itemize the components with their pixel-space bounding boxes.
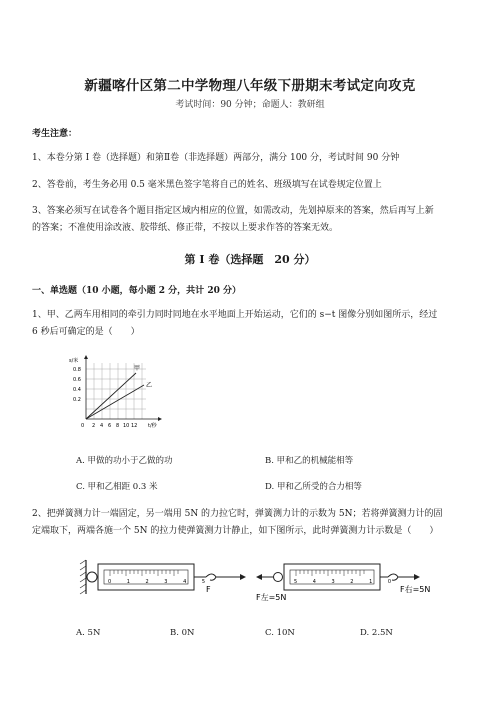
x-tick: 8: [116, 423, 120, 429]
q1-option-c[interactable]: C. 甲和乙相距 0.3 米: [76, 482, 158, 492]
label-right-force: F右=5N: [400, 585, 431, 594]
q1-option-a[interactable]: A. 甲做的功小于乙做的功: [76, 456, 173, 466]
q1-option-b[interactable]: B. 甲和乙的机械能相等: [265, 456, 354, 466]
notice-item-2: 2、答卷前，考生务必用 0.5 毫米黑色签字笔将自己的姓名、班级填写在试卷规定位置上: [32, 180, 382, 190]
q2-line-2: 定端取下，两端各施一个 5N 的拉力使弹簧测力计静止，如下图所示，此时弹簧测力计示数是（ ）: [32, 526, 439, 536]
y-tick: 0.4: [73, 387, 81, 393]
x-tick: 4: [100, 423, 104, 429]
part1-heading: 一、单选题（10 小题，每小题 2 分，共计 20 分）: [32, 286, 241, 296]
x-axis-label: t/秒: [148, 423, 157, 429]
q2-option-b[interactable]: B. 0N: [170, 628, 195, 638]
q1-line-2: 6 秒后可确定的是（ ）: [32, 327, 140, 337]
line-jia: [86, 373, 136, 419]
q2-line-1: 2、把弹簧测力计一端固定，另一端用 5N 的力拉它时，弹簧测力计的示数为 5N；若将弹簧测力计的固: [32, 509, 443, 519]
q2-option-a[interactable]: A. 5N: [76, 628, 101, 638]
label-jia: 甲: [134, 365, 141, 372]
x-tick: 6: [108, 423, 112, 429]
x-tick: 10: [123, 423, 130, 429]
notice-heading: 考生注意：: [32, 129, 78, 139]
ring-right: [274, 573, 283, 582]
q1-line-1: 1、甲、乙两车用相同的牵引力同时同地在水平地面上开始运动，它们的 s−t 图像分别如图所示，经过: [32, 310, 438, 320]
q2-spring-scale-figure: [70, 548, 450, 608]
y-tick: 0.2: [73, 397, 81, 403]
notice-item-3-line-1: 3、答案必须写在试卷各个题目指定区域内相应的位置，如需改动，先划掉原来的答案，然后再写上新: [32, 206, 434, 216]
notice-item-1: 1、本卷分第 I 卷（选择题）和第Ⅱ卷（非选择题）两部分，满分 100 分，考试时间 90 分钟: [32, 153, 400, 163]
notice-item-3-line-2: 的答案；不准使用涂改液、胶带纸、修正带，不按以上要求作答的答案无效。: [32, 223, 339, 233]
x-tick: 2: [92, 423, 96, 429]
y-tick: 0.6: [73, 377, 81, 383]
q1-option-d[interactable]: D. 甲和乙所受的合力相等: [265, 482, 362, 492]
q2-option-c[interactable]: C. 10N: [265, 628, 295, 638]
label-left-force: F左=5N: [256, 593, 287, 602]
y-tick: 0.8: [73, 367, 81, 373]
exam-title: 新疆喀什区第二中学物理八年级下册期末考试定向攻克: [84, 78, 416, 94]
q2-option-d[interactable]: D. 2.5N: [360, 628, 393, 638]
origin-label: 0: [81, 423, 85, 429]
exam-subtitle: 考试时间：90 分钟；命题人：教研组: [175, 100, 325, 110]
label-yi: 乙: [146, 382, 153, 389]
label-f: F: [206, 585, 211, 594]
x-tick: 12: [131, 423, 138, 429]
scale-numbers-left: 0 1 2 3 4 5: [108, 579, 213, 585]
y-axis-label: s/米: [69, 358, 79, 364]
line-yi: [86, 385, 144, 419]
q1-st-graph: [66, 355, 176, 435]
ring-left: [87, 572, 97, 582]
section-title: 第 I 卷（选择题 20 分）: [184, 253, 316, 266]
scale-numbers-right: 5 4 3 2 1 0: [294, 579, 399, 585]
